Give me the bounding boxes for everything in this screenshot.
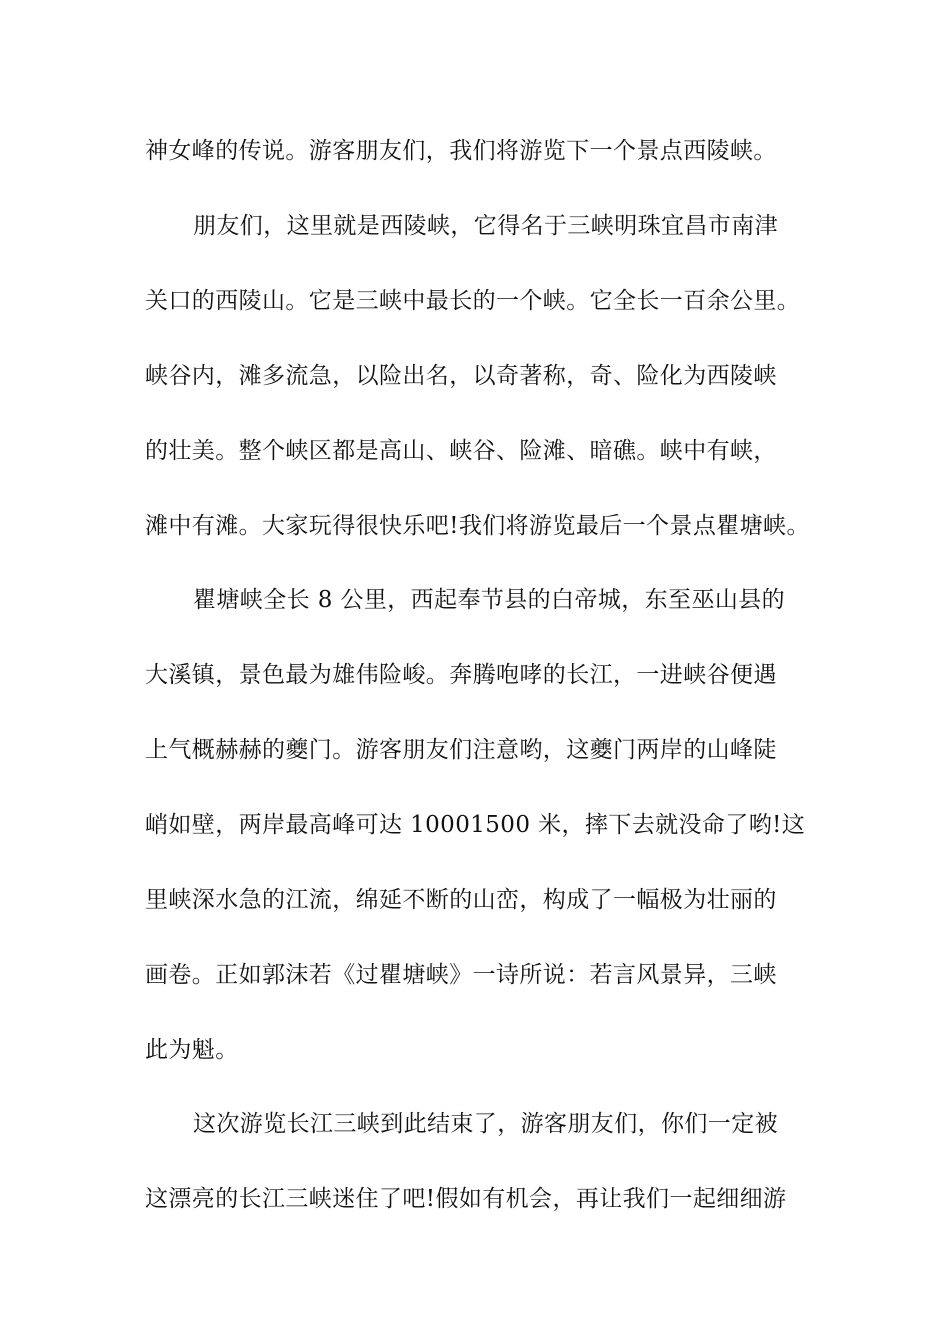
paragraph-start-line: 瞿塘峡全长 8 公里，西起奉节县的白帝城，东至巫山县的	[193, 587, 786, 613]
paragraph-start-line: 这次游览长江三峡到此结束了，游客朋友们，你们一定被	[193, 1111, 778, 1137]
text-line: 的壮美。整个峡区都是高山、峡谷、险滩、暗礁。峡中有峡，	[145, 438, 777, 464]
text-line: 此为魁。	[145, 1037, 239, 1063]
text-line: 峭如壁，两岸最高峰可达 10001500 米，摔下去就没命了哟!这	[145, 812, 806, 838]
text-line: 这漂亮的长江三峡迷住了吧!假如有机会，再让我们一起细细游	[145, 1186, 787, 1212]
text-line: 神女峰的传说。游客朋友们，我们将游览下一个景点西陵峡。	[145, 138, 777, 164]
text-line: 画卷。正如郭沫若《过瞿塘峡》一诗所说：若言风景异，三峡	[145, 962, 777, 988]
paragraph-start-line: 朋友们，这里就是西陵峡，它得名于三峡明珠宜昌市南津	[193, 213, 778, 239]
text-line: 关口的西陵山。它是三峡中最长的一个峡。它全长一百余公里。	[145, 288, 801, 314]
text-line: 峡谷内，滩多流急，以险出名，以奇著称，奇、险化为西陵峡	[145, 363, 777, 389]
text-line: 大溪镇，景色最为雄伟险峻。奔腾咆哮的长江，一进峡谷便遇	[145, 662, 777, 688]
text-line: 里峡深水急的江流，绵延不断的山峦，构成了一幅极为壮丽的	[145, 887, 777, 913]
text-line: 滩中有滩。大家玩得很快乐吧!我们将游览最后一个景点瞿塘峡。	[145, 513, 810, 539]
text-line: 上气概赫赫的夔门。游客朋友们注意哟，这夔门两岸的山峰陡	[145, 737, 777, 763]
